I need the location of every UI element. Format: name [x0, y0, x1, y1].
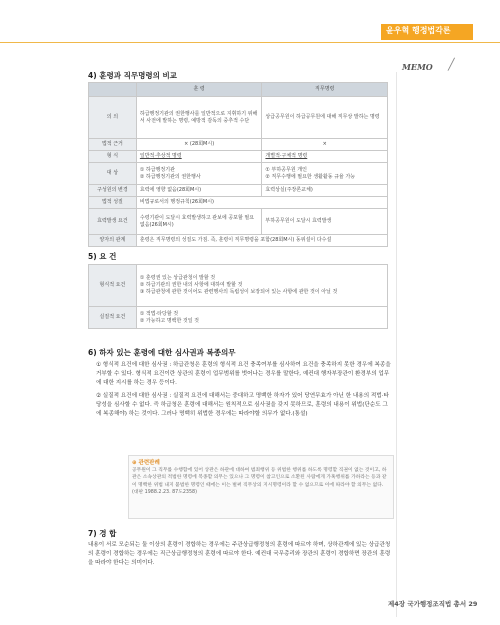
- section-7-body: 내용이 서로 모순되는 둘 이상의 훈령이 경합하는 경우에는 주관상급행정청의 훈령에 따르야 하며, 상하관계에 있는 상급관청의 훈령이 경합하는 경우에는 직근상급행정청의 훈령에 따르야 한다. 예컨대 국무총리와 장관의 훈령이 경합하면 장관의 훈령을 따라야 한다는 의미이다.: [88, 542, 391, 567]
- section-4-title: 4) 훈령과 직무명령의 비교: [88, 71, 177, 80]
- table-row: [89, 265, 388, 307]
- list-item: ① 훈령권 있는 상급관청이 발할 것: [139, 275, 216, 282]
- case-note-title-text: 관련판례: [138, 460, 160, 466]
- list-item: ① 적법·타당할 것: [139, 310, 179, 317]
- case-note-title: ⊕ 관련판례: [132, 460, 160, 466]
- table-row: [89, 197, 388, 209]
- table-row: [89, 97, 388, 139]
- comparison-table: [88, 82, 388, 247]
- row-label: 효력발생 요건: [89, 209, 137, 235]
- table-cell: 효력에 영향 없음(28회M시): [136, 185, 262, 197]
- table-row: [89, 163, 388, 185]
- table-cell: ① 하급행정기관 ② 하급행정기관의 권한행사: [136, 163, 262, 185]
- table-row: [89, 235, 388, 247]
- row-label: 형식적 요건: [89, 265, 137, 307]
- table-cell: 하급행정기관의 권한행사를 일반적으로 지휘하기 위해서 사전에 발하는 명령, 예방적 감독의 중추적 수단: [136, 97, 262, 139]
- table-cell: ① 부하공무원 개인 ② 직무수행에 필요한 생활활동 규율 가능: [262, 163, 388, 185]
- table-cell: 훈령은 직무명령의 성질도 가짐. 즉, 훈령이 직무명령을 포함(28회M시) 동위설이 다수설: [136, 235, 387, 247]
- table-header-row: [89, 83, 388, 97]
- table-row: [89, 185, 388, 197]
- table-row: [89, 209, 388, 235]
- section-6-body: [96, 361, 392, 419]
- list-item: ③ 하급관청에 관한 것이어도 관련행사의 독립성이 보장되어 있는 사항에 관한 것이 아닐 것: [139, 288, 338, 295]
- row-label: 법적 성질: [89, 197, 137, 209]
- table-cell: [136, 265, 387, 307]
- table-row: [89, 151, 388, 163]
- row-label: 실질적 요건: [89, 307, 137, 329]
- paragraph: ② 실질적 요건에 대한 심사권 : 실질적 요건에 대해서는 중대하고 명백한 하자가 있어 당연무효가 아닌 한 내용의 적법·타당성을 심사할 수 없다. 즉 하급청은 훈령에 대해서는 원칙적으로 심사권을 갖지 못하므로, 훈령의 내용이 위법(단순도 그에 복종해야) 하는 것이다. 그러나 명백히 위법한 경우에는 따라야할 의무가 없다.(통설): [96, 392, 389, 418]
- table-cell: × (28회M시): [136, 139, 262, 151]
- section-7-title: 7) 경 합: [88, 529, 117, 538]
- list-item: ② 하급기관의 권한 내의 사항에 대하여 발할 것: [139, 282, 243, 289]
- table-header-cell: 훈 령: [136, 83, 262, 97]
- table-cell: ×: [262, 139, 388, 151]
- list-item: ② 가능하고 명백한 것일 것: [139, 317, 200, 324]
- paragraph: ① 형식적 요건에 대한 심사권 : 하급관청은 훈령의 형식적 요건 충족여부를 심사하여 요건을 충족하지 못한 경우에 복종을 거부할 수 있다. 형식적 요건이란 상관의 훈령이 업무범위를 벗어나는 경우를 말한다, 예컨대 행자부장관이 환경부의 업무에 대한 지시를 하는 경우 등이다.: [96, 362, 391, 387]
- table-row: [89, 307, 388, 329]
- row-label: 의 의: [89, 97, 137, 139]
- table-cell: 상급공무원이 하급공무원에 대해 직무상 발하는 명령: [262, 97, 388, 139]
- row-label: 대 상: [89, 163, 137, 185]
- row-label: 형 식: [89, 151, 137, 163]
- section-6-title: 6) 하자 있는 훈령에 대한 심사권과 복종의무: [88, 348, 236, 357]
- header-title: 윤우혁 행정법각론: [386, 26, 451, 35]
- table-cell: 개별적·구체적 명령: [262, 151, 388, 163]
- header-divider: [0, 42, 500, 43]
- row-label: 법적 근거: [89, 139, 137, 151]
- memo-label: MEMO: [402, 62, 433, 72]
- row-label: 구성원의 변경: [89, 185, 137, 197]
- table-cell: 효력상실(주장론교체): [262, 185, 388, 197]
- case-note-text: 공무원이 그 직무를 수행함에 있어 상관은 하관에 대하여 범죄행위 등 위법한 행위를 하도록 명령할 직권이 없는 것이고, 하관은 소속상관의 적법한 명령에 복종할 의무는 있으나 그 명령이 참고인으로 소환된 사람에게 가혹행위를 가하라는 등과 같이 명백한 위법 내지 불법한 명령인 때에는 이는 벌써 직무상의 지시명령이라 할 수 없으므로 이에 따라야 할 의무는 없다. (대판 1988.2.23. 87도2358): [132, 468, 387, 496]
- section-5-title: 5) 요 건: [88, 252, 117, 261]
- table-cell: 수령기관이 도달시 효력발생하고 관보에 공포할 필요 없음(26회M시): [136, 209, 262, 235]
- row-label: 양자의 관계: [89, 235, 137, 247]
- requirements-table: [88, 264, 388, 329]
- table-cell: 부하공무원이 도달시 효력발생: [262, 209, 388, 235]
- table-cell: 일반적·추상적 명령: [136, 151, 262, 163]
- memo-column-divider: [396, 72, 397, 617]
- table-header-cell: 직무명령: [262, 83, 388, 97]
- table-header-cell: [89, 83, 137, 97]
- table-cell: [136, 307, 387, 329]
- table-row: [89, 139, 388, 151]
- page-footer: 제4장 국가행정조직법 총서 29: [388, 600, 478, 608]
- table-cell: 비법규로서의 행정규칙(26회M시): [136, 197, 387, 209]
- pencil-icon: ╱: [448, 58, 455, 71]
